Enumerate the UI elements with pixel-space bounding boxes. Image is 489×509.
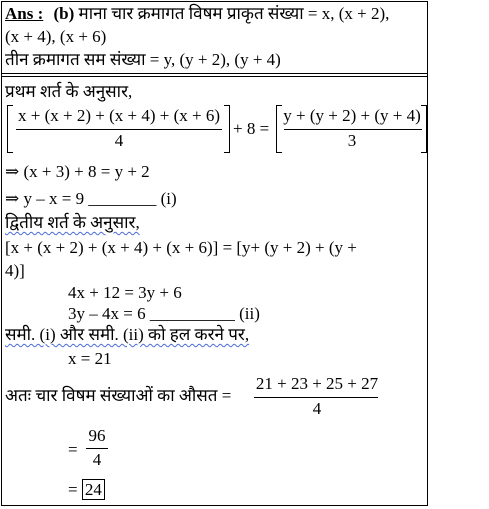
divider-line bbox=[1, 73, 428, 74]
average-label: अतः चार विषम संख्याओं का औसत = bbox=[5, 386, 232, 405]
x-value: x = 21 bbox=[68, 349, 112, 368]
odd-numbers-continued: (x + 4), (x + 6) bbox=[5, 27, 107, 46]
fraction-denominator: 4 bbox=[92, 450, 102, 469]
eq1-left-numerator: x + (x + 2) + (x + 4) + (x + 6) bbox=[18, 106, 220, 125]
eq1-right-denominator: 3 bbox=[347, 131, 357, 150]
second-condition-heading: द्वितीय शर्त के अनुसार, bbox=[5, 213, 140, 232]
eq1-middle: + 8 = bbox=[233, 119, 270, 138]
eq1-left-fraction-bar bbox=[16, 129, 222, 130]
average-denominator: 4 bbox=[312, 399, 322, 418]
equals-sign-1: = bbox=[68, 440, 78, 459]
equals-sign-2: = bbox=[68, 480, 78, 499]
equation-2-line-2: 4)] bbox=[5, 261, 25, 280]
equation-2-line-1: [x + (x + 2) + (x + 4) + (x + 6)] = [y+ (y + 2) + (y + bbox=[5, 238, 357, 257]
step-1: ⇒ (x + 3) + 8 = y + 2 bbox=[5, 162, 150, 181]
even-numbers-statement: तीन क्रमागत सम संख्या = y, (y + 2), (y + 4) bbox=[5, 50, 281, 69]
step-2-equation-i: ⇒ y – x = 9 ________ (i) bbox=[5, 189, 177, 208]
average-fraction-bar bbox=[254, 397, 378, 398]
answer-header-line-1 bbox=[5, 4, 389, 24]
ans-label: Ans : bbox=[5, 4, 44, 23]
final-answer-line bbox=[68, 480, 105, 500]
left-bracket-open bbox=[7, 105, 13, 153]
final-answer-box: 24 bbox=[82, 479, 105, 500]
fraction-numerator: 96 bbox=[88, 426, 106, 445]
option-label: (b) bbox=[53, 4, 75, 23]
right-bracket-close bbox=[421, 105, 427, 153]
fraction-bar bbox=[86, 448, 108, 449]
equation-4-ii: 3y – 4x = 6 __________ (ii) bbox=[68, 304, 260, 323]
odd-numbers-statement: माना चार क्रमागत विषम प्राकृत संख्या = x, (x + 2), bbox=[78, 4, 390, 23]
divider-line-secondary bbox=[1, 76, 428, 77]
equation-3: 4x + 12 = 3y + 6 bbox=[68, 283, 182, 302]
eq1-right-fraction-bar bbox=[284, 129, 422, 130]
left-bracket-close bbox=[224, 105, 230, 153]
first-condition-heading: प्रथम शर्त के अनुसार, bbox=[5, 82, 133, 101]
average-numerator: 21 + 23 + 25 + 27 bbox=[255, 374, 379, 393]
solve-note: समी. (i) और समी. (ii) को हल करने पर, bbox=[5, 325, 250, 344]
eq1-right-numerator: y + (y + 2) + (y + 4) bbox=[283, 106, 421, 125]
eq1-left-denominator: 4 bbox=[114, 131, 124, 150]
